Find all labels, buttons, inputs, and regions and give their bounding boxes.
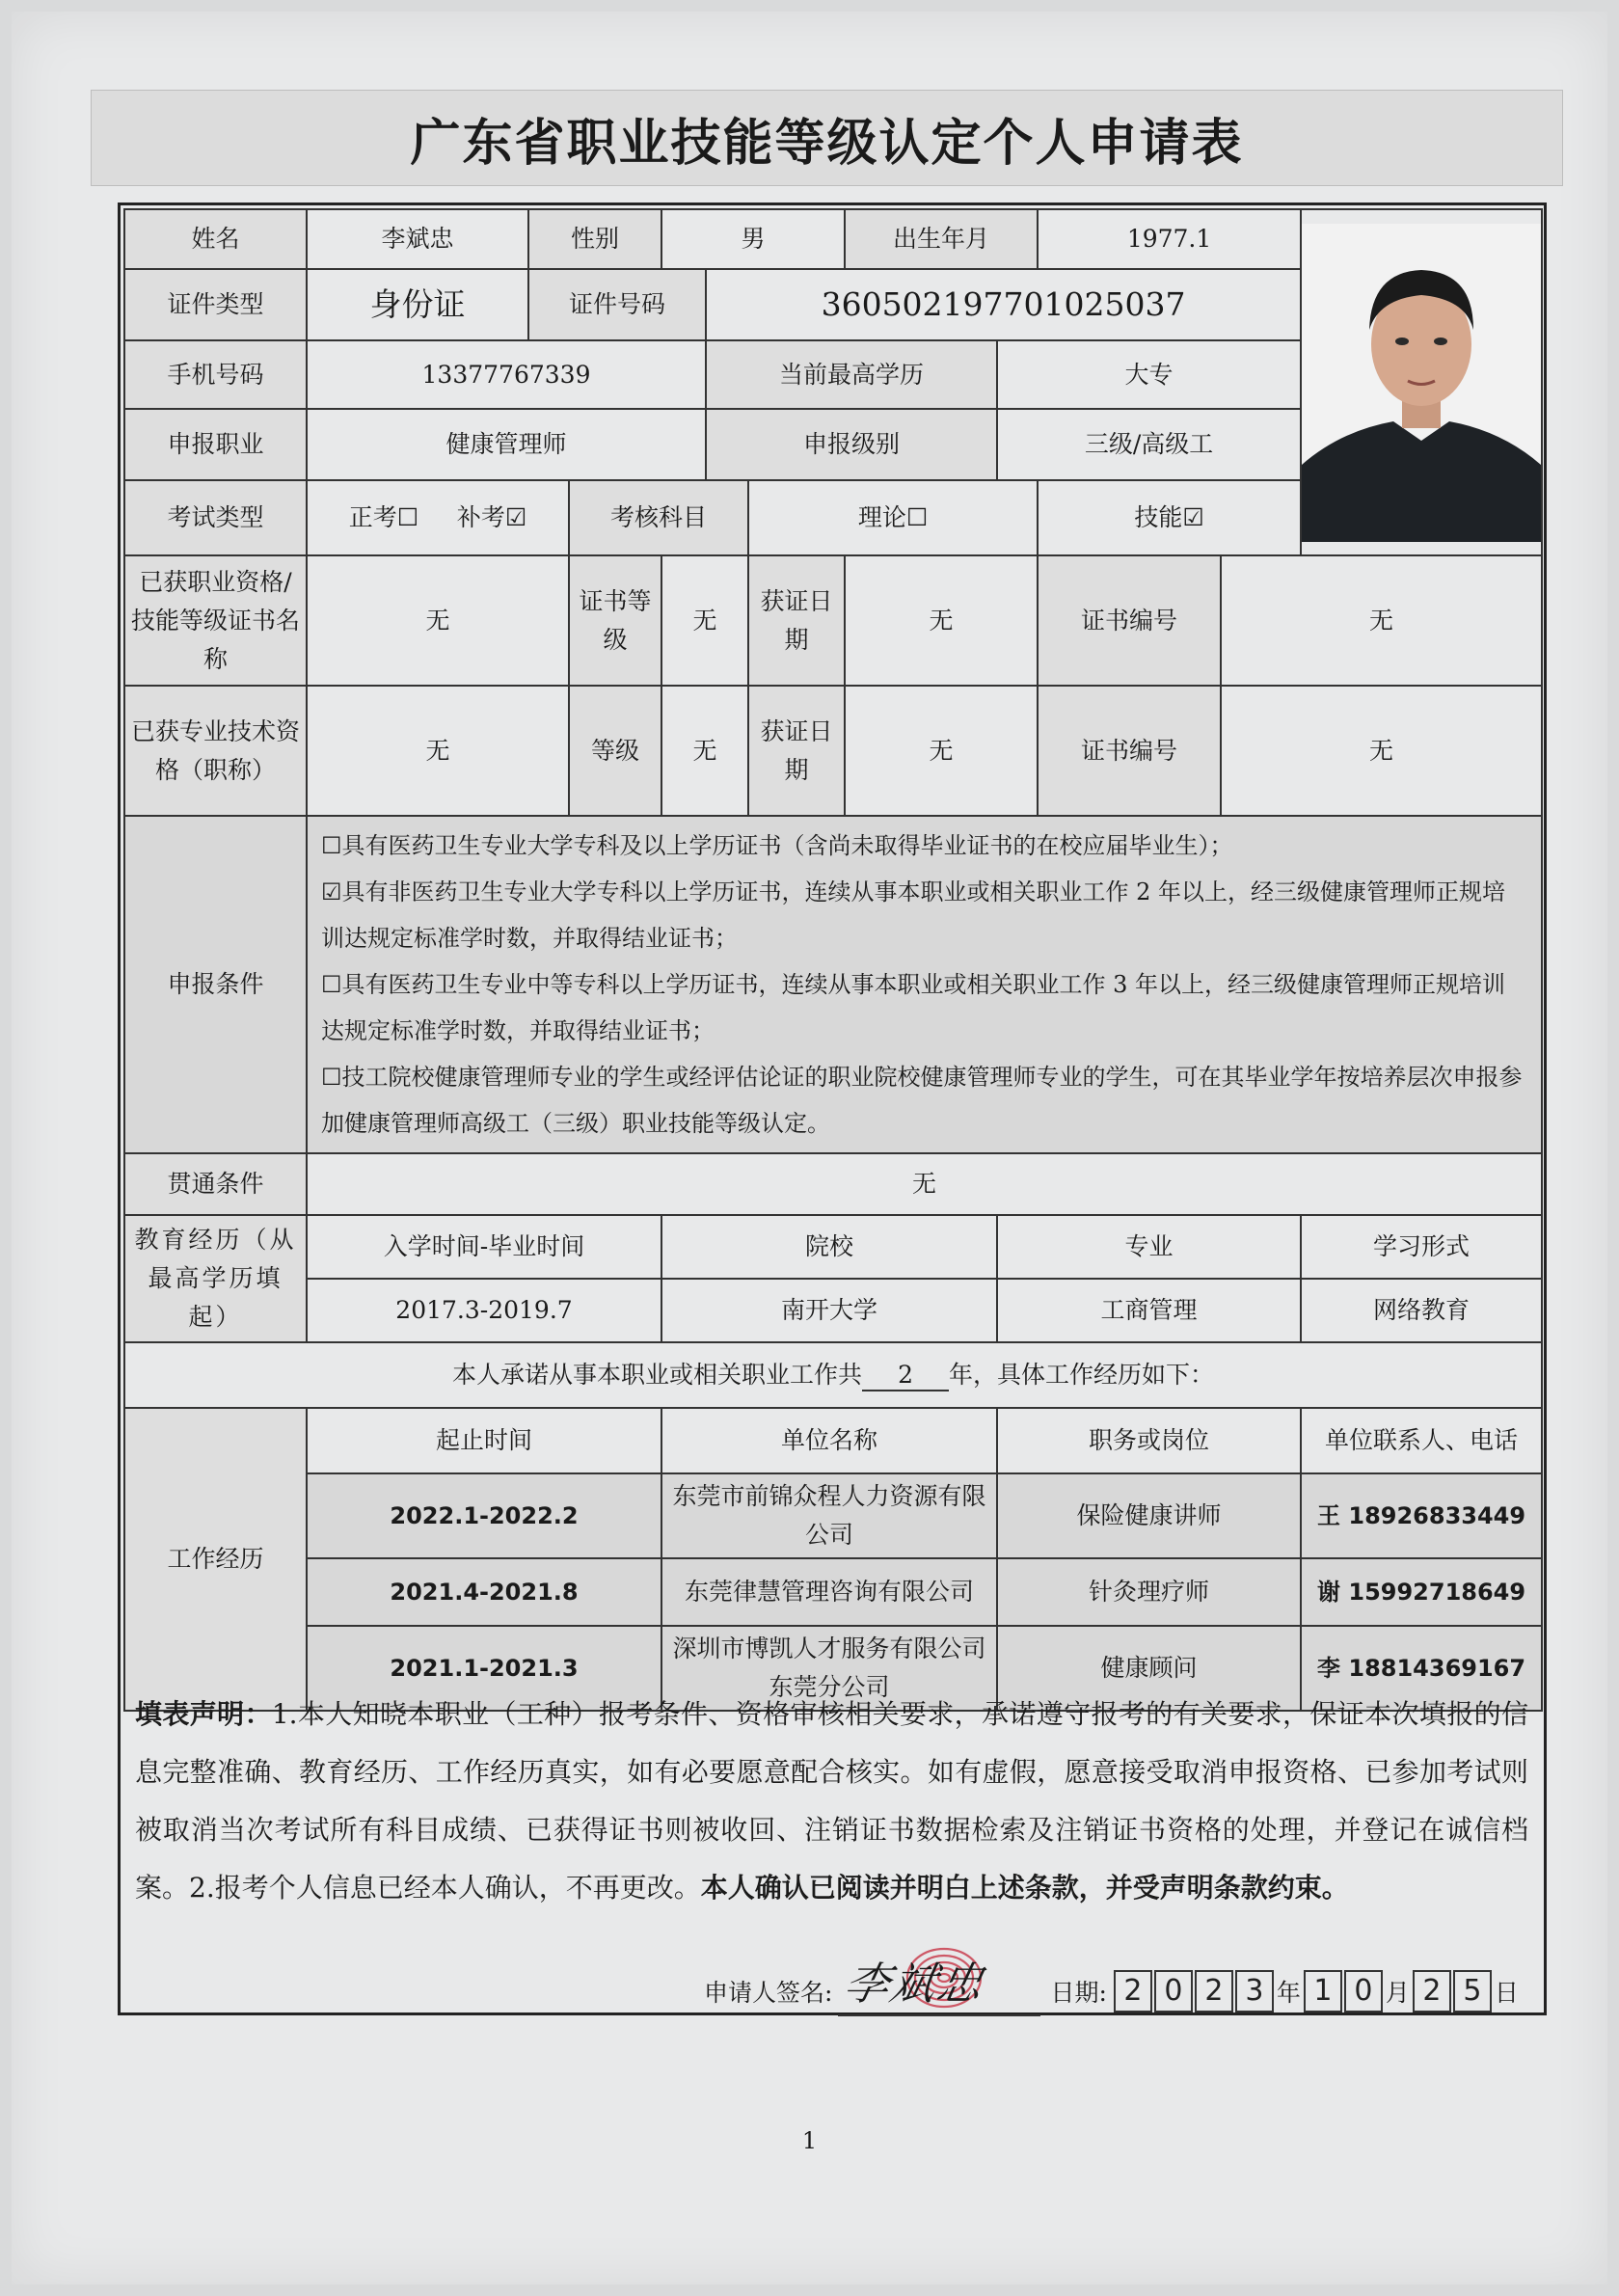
exam-zhengkao-checkbox[interactable]: 正考☐ <box>348 503 419 531</box>
work-company: 东莞市前锦众程人力资源有限公司 <box>661 1473 997 1558</box>
work-time: 2021.4-2021.8 <box>307 1558 661 1626</box>
application-form-table <box>123 208 1543 1712</box>
id-no-value: 360502197701025037 <box>706 269 1301 340</box>
edu-label: 当前最高学历 <box>706 340 997 409</box>
date-month-digit[interactable]: 1 <box>1304 1970 1342 2012</box>
education-label: 教育经历（从最高学历填起） <box>124 1215 307 1342</box>
date-label: 日期: <box>1050 1979 1107 2007</box>
edu-school: 南开大学 <box>661 1279 997 1342</box>
birth-value: 1977.1 <box>1038 209 1301 269</box>
through-value: 无 <box>307 1153 1542 1215</box>
signature-handwriting: 李斌忠 <box>840 1958 990 2010</box>
condition-item[interactable]: ☐具有医药卫生专业中等专科以上学历证书，连续从事本职业或相关职业工作 3 年以上，经三级健康管理师正规培训达规定标准学时数，并取得结业证书； <box>321 971 1506 1044</box>
work-position: 保险健康讲师 <box>997 1473 1301 1558</box>
conditions-label: 申报条件 <box>124 816 307 1153</box>
edu-value: 大专 <box>997 340 1301 409</box>
work-header-time: 起止时间 <box>307 1408 661 1473</box>
work-company: 深圳市博凯人才服务有限公司东莞分公司 <box>661 1626 997 1711</box>
qual1-date-label: 获证日期 <box>748 555 845 686</box>
work-contact: 王 18926833449 <box>1301 1473 1542 1558</box>
date-year-digit[interactable]: 3 <box>1235 1970 1274 2012</box>
declaration-body: 1.本人知晓本职业（工种）报考条件、资格审核相关要求，承诺遵守报考的有关要求，保证本次填报的信息完整准确、教育经历、工作经历真实，如有必要愿意配合核实。如有虚假，愿意接受取消申报资格、已参加考试则被取消当次考试所有科目成绩、已获得证书则被收回、注销证书数据检索及注销证书资格的处理，并登记在诚信档案。2.报考个人信息已经本人确认，不再更改。 <box>135 1698 1528 1904</box>
promise-prefix: 本人承诺从事本职业或相关职业工作共 <box>452 1361 863 1389</box>
condition-item[interactable]: ☐技工院校健康管理师专业的学生或经评估论证的职业院校健康管理师专业的学生，可在其毕业学年按培养层次申报参加健康管理师高级工（三级）职业技能等级认定。 <box>321 1064 1523 1137</box>
edu-header-major: 专业 <box>997 1215 1301 1279</box>
exam-type-label: 考试类型 <box>124 480 307 555</box>
work-promise <box>124 1342 1542 1408</box>
edu-form: 网络教育 <box>1301 1279 1542 1342</box>
condition-item[interactable]: ☑具有非医药卫生专业大学专科以上学历证书，连续从事本职业或相关职业工作 2 年以上，经三级健康管理师正规培训达规定标准学时数，并取得结业证书； <box>321 878 1506 952</box>
work-label: 工作经历 <box>124 1408 307 1711</box>
work-time: 2022.1-2022.2 <box>307 1473 661 1558</box>
date-month-digit[interactable]: 0 <box>1344 1970 1383 2012</box>
page-number: 1 <box>801 2127 818 2154</box>
edu-time: 2017.3-2019.7 <box>307 1279 661 1342</box>
work-header-contact: 单位联系人、电话 <box>1301 1408 1542 1473</box>
level-value: 三级/高级工 <box>997 409 1301 480</box>
date-day-digit[interactable]: 2 <box>1413 1970 1451 2012</box>
work-header-company: 单位名称 <box>661 1408 997 1473</box>
qual2-no-label: 证书编号 <box>1038 686 1221 816</box>
phone-label: 手机号码 <box>124 340 307 409</box>
qual2-name: 无 <box>307 686 569 816</box>
year-unit: 年 <box>1276 1979 1301 2007</box>
phone-value: 13377767339 <box>307 340 706 409</box>
signature-area[interactable] <box>838 1958 1040 2016</box>
condition-item[interactable]: ☐具有医药卫生专业大学专科及以上学历证书（含尚未取得毕业证书的在校应届毕业生）； <box>321 832 1233 859</box>
promise-years: 2 <box>862 1361 949 1391</box>
day-unit: 日 <box>1494 1979 1519 2007</box>
qual2-date-label: 获证日期 <box>748 686 845 816</box>
date-year-digit[interactable]: 0 <box>1154 1970 1193 2012</box>
date-year-digit[interactable]: 2 <box>1114 1970 1152 2012</box>
birth-label: 出生年月 <box>845 209 1038 269</box>
promise-suffix: 年，具体工作经历如下： <box>949 1361 1215 1389</box>
name-value: 李斌忠 <box>307 209 528 269</box>
gender-label: 性别 <box>528 209 661 269</box>
qual1-label: 已获职业资格/技能等级证书名称 <box>124 555 307 686</box>
person-portrait-icon <box>1302 224 1541 542</box>
work-contact: 谢 15992718649 <box>1301 1558 1542 1626</box>
job-label: 申报职业 <box>124 409 307 480</box>
qual1-name: 无 <box>307 555 569 686</box>
level-label: 申报级别 <box>706 409 997 480</box>
photo-cell <box>1301 209 1542 555</box>
qual2-grade-label: 等级 <box>569 686 661 816</box>
date-year-digit[interactable]: 2 <box>1195 1970 1233 2012</box>
month-unit: 月 <box>1385 1979 1410 2007</box>
edu-header-time: 入学时间-毕业时间 <box>307 1215 661 1279</box>
work-header-position: 职务或岗位 <box>997 1408 1301 1473</box>
edu-header-form: 学习形式 <box>1301 1215 1542 1279</box>
signature-label: 申请人签名: <box>704 1979 833 2007</box>
declaration-head: 填表声明： <box>135 1698 272 1730</box>
name-label: 姓名 <box>124 209 307 269</box>
applicant-photo <box>1302 224 1541 542</box>
id-type-label: 证件类型 <box>124 269 307 340</box>
job-value: 健康管理师 <box>307 409 706 480</box>
work-time: 2021.1-2021.3 <box>307 1626 661 1711</box>
qual1-no: 无 <box>1221 555 1542 686</box>
work-position: 健康顾问 <box>997 1626 1301 1711</box>
work-position: 针灸理疗师 <box>997 1558 1301 1626</box>
subject-theory-checkbox[interactable]: 理论☐ <box>748 480 1038 555</box>
id-type-value: 身份证 <box>307 269 528 340</box>
through-label: 贯通条件 <box>124 1153 307 1215</box>
gender-value: 男 <box>661 209 845 269</box>
subject-skill-checkbox[interactable]: 技能☑ <box>1038 480 1301 555</box>
work-contact: 李 18814369167 <box>1301 1626 1542 1711</box>
signature-row <box>704 1958 1533 2015</box>
edu-header-school: 院校 <box>661 1215 997 1279</box>
qual1-no-label: 证书编号 <box>1038 555 1221 686</box>
declaration-tail: 本人确认已阅读并明白上述条款，并受声明条款约束。 <box>700 1872 1349 1904</box>
qual1-grade: 无 <box>661 555 748 686</box>
date-day-digit[interactable]: 5 <box>1453 1970 1492 2012</box>
qual2-date: 无 <box>845 686 1038 816</box>
conditions-list <box>307 816 1542 1153</box>
exam-type-options <box>307 480 569 555</box>
qual2-no: 无 <box>1221 686 1542 816</box>
exam-bukao-checkbox[interactable]: 补考☑ <box>456 503 527 531</box>
form-title: 广东省职业技能等级认定个人申请表 <box>91 90 1563 186</box>
qual1-grade-label: 证书等级 <box>569 555 661 686</box>
subject-label: 考核科目 <box>569 480 748 555</box>
declaration <box>135 1686 1528 1917</box>
work-company: 东莞律慧管理咨询有限公司 <box>661 1558 997 1626</box>
qual2-grade: 无 <box>661 686 748 816</box>
edu-major: 工商管理 <box>997 1279 1301 1342</box>
qual1-date: 无 <box>845 555 1038 686</box>
qual2-label: 已获专业技术资格（职称） <box>124 686 307 816</box>
id-no-label: 证件号码 <box>528 269 706 340</box>
